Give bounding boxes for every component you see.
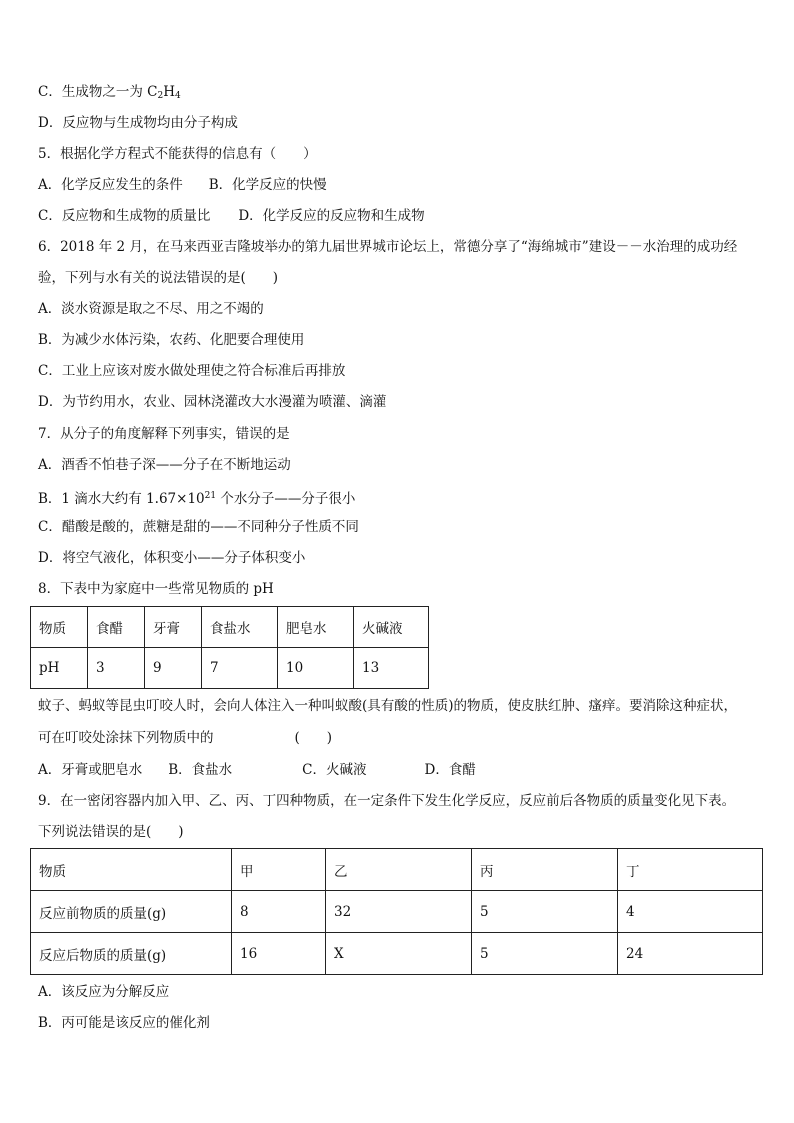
table-cell: 8 [232,891,326,933]
table-cell: 物质 [31,607,88,648]
table-row [31,891,763,933]
table-cell: 5 [472,891,618,933]
table-cell: 反应后物质的质量(g) [31,933,232,975]
table-row [31,849,763,891]
table-cell: 反应前物质的质量(g) [31,891,232,933]
question-7-option-d: D．将空气液化，体积变小——分子体积变小 [38,550,306,566]
question-9-line2: 下列说法错误的是( ) [38,824,184,840]
table-cell: 物质 [31,849,232,891]
question-8-options [38,760,476,780]
option-text: H [163,84,175,100]
question-6-option-a: A．淡水资源是取之不尽、用之不竭的 [38,301,264,317]
table-cell: 丙 [472,849,618,891]
option-a: A．化学反应发生的条件 [38,177,183,193]
question-8: 8．下表中为家庭中一些常见物质的 pH [38,581,274,597]
table-cell: 肥皂水 [278,607,354,648]
question-8-text-line2: 可在叮咬处涂抹下列物质中的 ( ) [38,730,333,746]
question-5-options-ab [38,175,327,195]
subscript: 4 [174,91,181,101]
table-cell: 10 [278,648,354,689]
table-cell: 火碱液 [354,607,429,648]
table-cell: 24 [618,933,763,975]
ph-table [30,606,429,689]
option-b: B．化学反应的快慢 [208,177,327,193]
option-b: B．食盐水 [168,762,233,778]
table-cell: 丁 [618,849,763,891]
question-5-options-cd [38,206,425,226]
question-9-option-a: A．该反应为分解反应 [38,984,170,1000]
option-c: C．火碱液 [302,762,367,778]
subscript: 2 [157,91,164,101]
question-9-option-b: B．丙可能是该反应的催化剂 [38,1015,210,1031]
table-row [31,607,429,648]
table-row [31,648,429,689]
question-6-option-c: C．工业上应该对废水做处理使之符合标准后再排放 [38,363,346,379]
option-a: A．牙膏或肥皂水 [38,762,143,778]
option-text: C．生成物之一为 C [38,84,158,100]
option-text: 个水分子——分子很小 [216,491,356,507]
table-row [31,933,763,975]
table-cell: 7 [202,648,278,689]
table-cell: 甲 [232,849,326,891]
mass-table [30,848,763,975]
question-6-line1: 6．2018 年 2 月，在马来西亚吉隆坡举办的第九届世界城市论坛上，常德分享了“海绵城市”建设－－水治理的成功经 [38,239,738,255]
table-cell: X [326,933,472,975]
table-cell: 4 [618,891,763,933]
question-8-text-line1: 蚊子、蚂蚁等昆虫叮咬人时，会向人体注入一种叫蚁酸(具有酸的性质)的物质，使皮肤红肿、瘙痒。要消除这种症状， [38,698,738,714]
table-cell: 食醋 [88,607,145,648]
table-cell: 乙 [326,849,472,891]
option-c: C．反应物和生成物的质量比 [38,208,211,224]
table-cell: 3 [88,648,145,689]
table-cell: 食盐水 [202,607,278,648]
superscript: 21 [204,491,217,501]
question-7-option-c: C．醋酸是酸的，蔗糖是甜的——不同种分子性质不同 [38,519,359,535]
question-7: 7．从分子的角度解释下列事实，错误的是 [38,426,290,442]
table-cell: 9 [145,648,202,689]
table-cell: 16 [232,933,326,975]
question-5: 5．根据化学方程式不能获得的信息有（ ） [38,146,317,162]
option-text: B．1 滴水大约有 1.67×10 [38,491,205,507]
question-6-line2: 验，下列与水有关的说法错误的是( ) [38,270,279,286]
option-d: D．食醋 [424,762,476,778]
question-7-option-a: A．酒香不怕巷子深——分子在不断地运动 [38,457,291,473]
question-7-option-b [38,486,355,509]
option-d-molecule: D．反应物与生成物均由分子构成 [38,115,238,131]
option-c-product [38,82,181,106]
question-9-line1: 9．在一密闭容器内加入甲、乙、丙、丁四种物质，在一定条件下发生化学反应，反应前后各物质的质量变化见下表。 [38,793,736,809]
option-d: D．化学反应的反应物和生成物 [238,208,425,224]
table-cell: pH [31,648,88,689]
table-cell: 牙膏 [145,607,202,648]
table-cell: 5 [472,933,618,975]
table-cell: 13 [354,648,429,689]
question-6-option-b: B．为减少水体污染，农药、化肥要合理使用 [38,332,305,348]
table-cell: 32 [326,891,472,933]
question-6-option-d: D．为节约用水，农业、园林浇灌改大水漫灌为喷灌、滴灌 [38,394,387,410]
